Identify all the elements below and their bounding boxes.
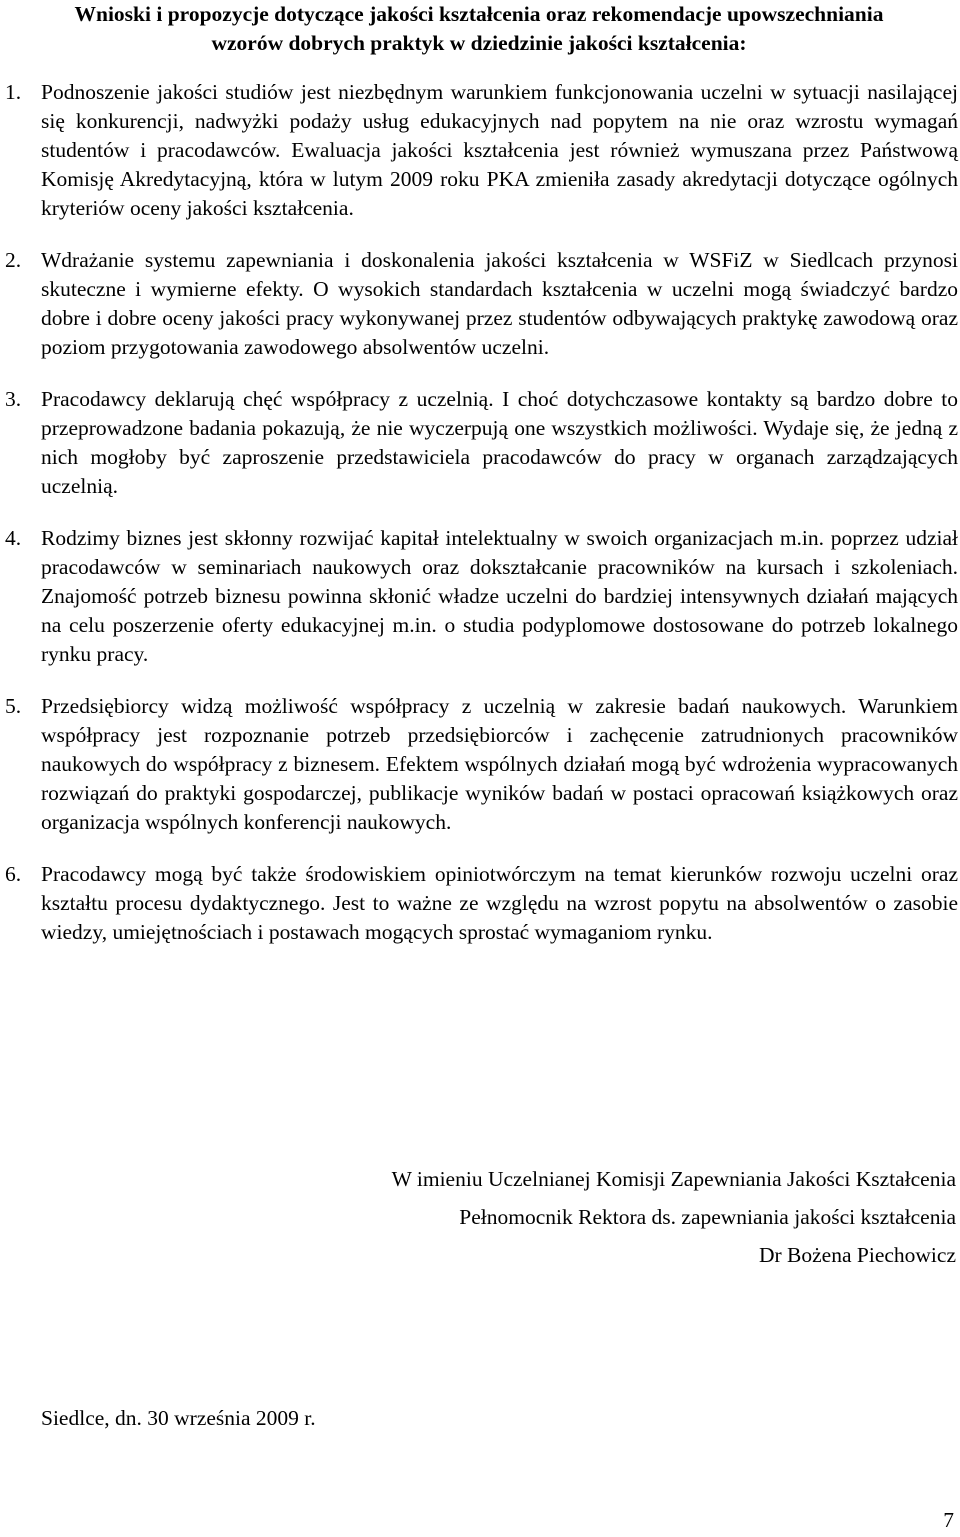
- title-line-1: Wnioski i propozycje dotyczące jakości kształcenia oraz rekomendacje upowszechniania: [74, 2, 884, 26]
- list-item: [0, 78, 958, 223]
- document-title: [0, 0, 958, 58]
- list-item: [0, 524, 958, 669]
- item-text: Pracodawcy deklarują chęć współpracy z uczelnią. I choć dotychczasowe kontakty są bardzo dobre to przeprowadzone badania pokazują, że nie wyczerpują one wszystkich możliwości. Wydaje się, że jedną z nich mogłoby być zaproszenie przedstawiciela pracodawców do pracy w organach zarządzających uczelnią.: [41, 387, 958, 498]
- page-number: 7: [943, 1508, 954, 1532]
- title-line-2: wzorów dobrych praktyk w dziedzinie jakości kształcenia:: [211, 31, 747, 55]
- list-item: [0, 246, 958, 362]
- item-text: Przedsiębiorcy widzą możliwość współpracy z uczelnią w zakresie badań naukowych. Warunkiem współpracy jest rozpoznanie potrzeb przedsiębiorców i zachęcenie zatrudnionych pracowników naukowych do współpracy z biznesem. Efektem wspólnych działań mogą być wdrożenia wypracowanych rozwiązań do praktyki gospodarczej, publikacje wyników badań w postaci opracowań książkowych oraz organizacja wspólnych konferencji naukowych.: [41, 694, 958, 834]
- item-text: Wdrażanie systemu zapewniania i doskonalenia jakości kształcenia w WSFiZ w Siedlcach przynosi skuteczne i wymierne efekty. O wysokich standardach kształcenia w uczelni mogą świadczyć bardzo dobre i dobre oceny jakości pracy wykonywanej przez studentów odbywających praktykę zawodową oraz poziom przygotowania zawodowego absolwentów uczelni.: [41, 248, 958, 359]
- item-number: 6.: [5, 862, 22, 886]
- signature-committee: W imieniu Uczelnianej Komisji Zapewniania Jakości Kształcenia: [391, 1167, 956, 1191]
- list-item: [0, 692, 958, 837]
- signature-name: Dr Bożena Piechowicz: [758, 1243, 956, 1267]
- signature-block: [392, 1160, 956, 1274]
- item-number: 4.: [5, 526, 22, 550]
- list-item: [0, 385, 958, 501]
- item-number: 1.: [5, 80, 22, 104]
- item-text: Podnoszenie jakości studiów jest niezbędnym warunkiem funkcjonowania uczelni w sytuacji nasilającej się konkurencji, nadwyżki podaży usług edukacyjnych nad popytem na nie oraz wzrostu wymagań studentów i pracodawców. Ewaluacja jakości kształcenia jest również wymuszana przez Państwową Komisję Akredytacyjną, która w lutym 2009 roku PKA zmieniła zasady akredytacji dotyczące ogólnych kryteriów oceny jakości kształcenia.: [41, 80, 958, 220]
- item-text: Pracodawcy mogą być także środowiskiem opiniotwórczym na temat kierunków rozwoju uczelni oraz kształtu procesu dydaktycznego. Jest to ważne ze względu na wzrost popytu na absolwentów o zasobie wiedzy, umiejętnościach i postawach mogących sprostać wymaganiom rynku.: [41, 862, 958, 944]
- item-number: 5.: [5, 694, 22, 718]
- place-date: Siedlce, dn. 30 września 2009 r.: [41, 1406, 316, 1430]
- item-text: Rodzimy biznes jest skłonny rozwijać kapitał intelektualny w swoich organizacjach m.in. poprzez udział pracodawców w seminariach naukowych oraz dokształcanie pracowników na kursach i szkoleniach. Znajomość potrzeb biznesu powinna skłonić władze uczelni do bardziej intensywnych działań mających na celu poszerzenie oferty edukacyjnej m.in. o studia podyplomowe dostosowane do potrzeb lokalnego rynku pracy.: [41, 526, 958, 666]
- list-item: [0, 860, 958, 947]
- recommendations-list: [0, 78, 958, 970]
- item-number: 3.: [5, 387, 22, 411]
- signature-role: Pełnomocnik Rektora ds. zapewniania jakości kształcenia: [459, 1205, 956, 1229]
- item-number: 2.: [5, 248, 22, 272]
